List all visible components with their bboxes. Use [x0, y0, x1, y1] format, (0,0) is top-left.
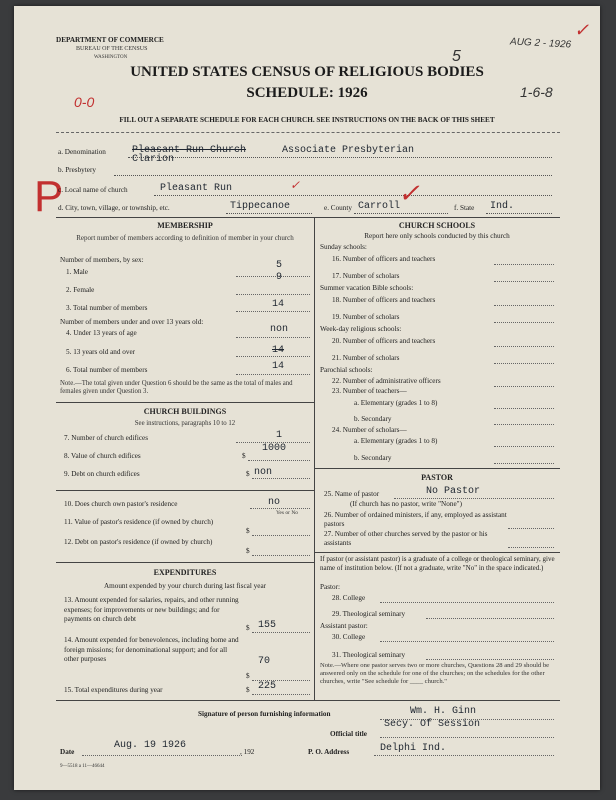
- pastor-heading: PASTOR: [421, 473, 453, 482]
- title-field[interactable]: [380, 737, 554, 738]
- owns-residence-value: no: [268, 497, 281, 508]
- over-13-label: 5. 13 years old and over: [66, 348, 136, 356]
- pastor-name-field[interactable]: [394, 498, 554, 499]
- residence-value-label: 11. Value of pastor's residence (if owned by church): [64, 518, 214, 526]
- buildings-rule: [56, 402, 314, 403]
- census-schedule-sheet: [14, 6, 600, 790]
- q19-label: 19. Number of scholars: [332, 313, 400, 321]
- assistant-count-field[interactable]: [508, 528, 554, 529]
- date-value: Aug. 19 1926: [114, 740, 187, 751]
- county-label: e. County: [324, 204, 352, 212]
- q16-field[interactable]: [494, 264, 554, 265]
- edifice-value: 1000: [262, 443, 287, 454]
- total-members-value: 14: [272, 299, 285, 310]
- po-address-field[interactable]: [374, 755, 554, 756]
- q24b-field[interactable]: [494, 463, 554, 464]
- membership-note: Note.—The total given under Question 6 should be the same as the total of males and females given under Question 3.: [60, 380, 293, 395]
- dept-label: DEPARTMENT OF COMMERCE: [56, 36, 164, 44]
- residence-value-field[interactable]: [252, 535, 310, 536]
- membership-intro: Report number of members according to definition of member in your church: [76, 234, 294, 242]
- red-check-icon: ✓: [574, 20, 590, 40]
- total-members-6-field[interactable]: [236, 374, 310, 375]
- female-field[interactable]: [236, 294, 310, 295]
- q23b-label: b. Secondary: [354, 415, 392, 423]
- total-expenditures-label: 15. Total expenditures during year: [64, 686, 163, 694]
- instruction-line: FILL OUT A SEPARATE SCHEDULE FOR EACH CHURCH. SEE INSTRUCTIONS ON THE BACK OF THIS SHEET: [119, 116, 495, 124]
- expenditures-rule: [56, 562, 314, 563]
- state-label: f. State: [454, 204, 475, 212]
- number-annotation: 5: [452, 48, 461, 65]
- age-intro-label: Number of members under and over 13 years old:: [60, 318, 204, 326]
- parochial-label: Parochial schools:: [320, 366, 373, 374]
- q23a-label: a. Elementary (grades 1 to 8): [354, 399, 438, 407]
- pastor-college-label: 28. College: [332, 594, 366, 602]
- female-label: 2. Female: [66, 286, 95, 294]
- state-field[interactable]: [486, 213, 552, 214]
- under-13-label: 4. Under 13 years of age: [66, 329, 137, 337]
- under-13-value: non: [270, 324, 289, 335]
- edifice-debt-label: 9. Debt on church edifices: [64, 470, 140, 478]
- section-bottom-rule: [56, 700, 560, 701]
- schools-sub: Report here only schools conducted by this church: [364, 232, 510, 240]
- total-expenditures-field[interactable]: [252, 694, 310, 695]
- membership-heading: MEMBERSHIP: [157, 221, 213, 230]
- expenditures-sub: Amount expended by your church during last fiscal year: [103, 582, 267, 590]
- weekday-label: Week-day religious schools:: [320, 325, 402, 333]
- running-expenses-label: 13. Amount expended for salaries, repairs, and other running expenses; for improvements or new buildings; and for payments on church debt: [64, 596, 239, 623]
- dollar-sign: $: [242, 452, 246, 460]
- by-sex-label: Number of members, by sex:: [60, 256, 144, 264]
- dollar-sign: $: [246, 624, 250, 632]
- male-field[interactable]: [236, 276, 310, 277]
- q23b-field[interactable]: [494, 424, 554, 425]
- summer-label: Summer vacation Bible schools:: [320, 284, 414, 292]
- total-members-label: 3. Total number of members: [66, 304, 148, 312]
- red-p-mark: P: [34, 172, 64, 221]
- county-value: Carroll: [358, 201, 401, 212]
- header-divider: [56, 132, 560, 133]
- total-members-6-value: 14: [272, 361, 285, 372]
- dollar-sign: $: [246, 672, 250, 680]
- denomination-label: a. Denomination: [58, 148, 106, 156]
- expenditures-heading: EXPENDITURES: [153, 568, 217, 577]
- under-13-field[interactable]: [236, 337, 310, 338]
- code-annotation: 1-6-8: [520, 84, 553, 100]
- city-field[interactable]: [226, 213, 312, 214]
- total-expenditures-value: 225: [258, 681, 277, 692]
- red-code-annotation: 0-0: [74, 94, 95, 110]
- signature-value: Wm. H. Ginn: [410, 706, 477, 717]
- q19-field[interactable]: [494, 322, 554, 323]
- graduate-instructions: If pastor (or assistant pastor) is a graduate of a college or theological seminary, give name of institution below. (If not a graduate, write "No" in the space indicated.): [320, 555, 555, 572]
- denomination-field[interactable]: [128, 157, 552, 158]
- q24a-label: a. Elementary (grades 1 to 8): [354, 437, 438, 445]
- signature-label: Signature of person furnishing information: [198, 710, 331, 718]
- owns-residence-label: 10. Does church own pastor's residence: [64, 500, 178, 508]
- benevolences-label: 14. Amount expended for benevolences, including home and foreign missions; for denominational support; and for all other purposes: [64, 636, 239, 663]
- residence-debt-label: 12. Debt on pastor's residence (if owned by church): [64, 538, 213, 546]
- yes-no-hint: Yes or No: [276, 510, 299, 516]
- dollar-sign: $: [246, 686, 250, 694]
- po-address-value: Delphi Ind.: [380, 743, 447, 754]
- other-churches-label: 27. Number of other churches served by the pastor or his assistants: [324, 530, 488, 547]
- q18-field[interactable]: [494, 305, 554, 306]
- q22-label: 22. Number of administrative officers: [332, 377, 441, 385]
- presbytery-label: b. Presbytery: [58, 166, 96, 174]
- red-tick-icon: ✓: [290, 178, 301, 192]
- male-label: 1. Male: [66, 268, 88, 276]
- pastor-name-label: 25. Name of pastor: [324, 490, 380, 498]
- presbytery-value: Clarion: [132, 154, 175, 165]
- q24-label: 24. Number of scholars—: [332, 426, 407, 434]
- female-value: 9: [276, 272, 283, 283]
- pastor-section-label: Pastor:: [320, 583, 340, 591]
- benevolences-value: 70: [258, 656, 271, 667]
- q22-field[interactable]: [494, 386, 554, 387]
- assistant-college-label: 30. College: [332, 633, 366, 641]
- total-members-field[interactable]: [236, 311, 310, 312]
- state-value: Ind.: [490, 201, 515, 212]
- over-13-value: 14: [272, 345, 285, 356]
- dollar-sign: $: [246, 470, 250, 478]
- q21-label: 21. Number of scholars: [332, 354, 400, 362]
- q20-label: 20. Number of officers and teachers: [332, 337, 436, 345]
- schools-heading: CHURCH SCHOOLS: [398, 221, 476, 230]
- pastor-hint: (If church has no pastor, write "None"): [350, 500, 462, 508]
- residence-rule: [56, 490, 314, 491]
- running-expenses-field[interactable]: [252, 632, 310, 633]
- sunday-label: Sunday schools:: [320, 243, 367, 251]
- graduate-rule: [314, 552, 560, 553]
- edifices-label: 7. Number of church edifices: [64, 434, 149, 442]
- center-divider: [314, 217, 315, 700]
- male-value: 5: [276, 260, 283, 271]
- local-name-field[interactable]: [154, 195, 552, 196]
- assistant-college-field[interactable]: [380, 641, 554, 642]
- dollar-sign: $: [246, 547, 250, 555]
- local-name-label: c. Local name of church: [58, 186, 128, 194]
- title-label: Official title: [330, 730, 367, 738]
- bureau-label: BUREAU OF THE CENSUS: [76, 46, 148, 52]
- q20-field[interactable]: [494, 346, 554, 347]
- city-label: d. City, town, village, or township, etc.: [58, 204, 170, 212]
- total-members-6-label: 6. Total number of members: [66, 366, 148, 374]
- over-13-field[interactable]: [236, 356, 310, 357]
- q16-label: 16. Number of officers and teachers: [332, 255, 436, 263]
- edifice-value-label: 8. Value of church edifices: [64, 452, 141, 460]
- dollar-sign: $: [246, 527, 250, 535]
- red-check-county-icon: ✓: [398, 178, 420, 208]
- title-value: Secy. Of Session: [384, 719, 481, 730]
- q17-field[interactable]: [494, 281, 554, 282]
- assistant-section-label: Assistant pastor:: [320, 622, 368, 630]
- schedule-title: SCHEDULE: 1926: [246, 85, 368, 101]
- q24a-field[interactable]: [494, 446, 554, 447]
- pastor-note: Note.—Where one pastor serves two or more churches, Questions 28 and 29 should be answered only on the schedule for one of the churches; on the schedules for the other churches, write "See schedule for ____ church.": [320, 662, 550, 685]
- denomination-value: Associate Presbyterian: [282, 145, 415, 156]
- po-address-label: P. O. Address: [308, 748, 350, 756]
- page-title: UNITED STATES CENSUS OF RELIGIOUS BODIES: [130, 64, 484, 80]
- received-stamp: AUG 2 - 1926: [509, 36, 572, 51]
- q21-field[interactable]: [494, 363, 554, 364]
- residence-debt-field[interactable]: [252, 555, 310, 556]
- year-suffix: , 192: [240, 748, 255, 756]
- q23a-field[interactable]: [494, 408, 554, 409]
- q18-label: 18. Number of officers and teachers: [332, 296, 436, 304]
- presbytery-field[interactable]: [114, 175, 552, 176]
- owns-residence-field[interactable]: [250, 508, 310, 509]
- city-value: Tippecanoe: [230, 201, 291, 212]
- section-top-rule: [56, 217, 560, 218]
- pastor-rule: [314, 468, 560, 469]
- assistant-seminary-label: 31. Theological seminary: [332, 651, 406, 659]
- running-expenses-value: 155: [258, 620, 277, 631]
- pastor-seminary-field[interactable]: [426, 618, 554, 619]
- pastor-name-value: No Pastor: [426, 486, 481, 497]
- q23-label: 23. Number of teachers—: [332, 387, 407, 395]
- local-name-value: Pleasant Run: [160, 183, 233, 194]
- date-label: Date: [60, 748, 75, 756]
- city-label: WASHINGTON: [94, 55, 128, 60]
- q24b-label: b. Secondary: [354, 454, 392, 462]
- denomination-struck: Pleasant Run Church: [132, 145, 247, 156]
- buildings-sub: See instructions, paragraphs 10 to 12: [134, 420, 236, 427]
- pastor-seminary-label: 29. Theological seminary: [332, 610, 406, 618]
- other-churches-field[interactable]: [508, 547, 554, 548]
- q17-label: 17. Number of scholars: [332, 272, 400, 280]
- edifice-debt-field[interactable]: [252, 478, 310, 479]
- date-field[interactable]: [82, 755, 242, 756]
- edifice-value-field[interactable]: [248, 460, 310, 461]
- edifices-value: 1: [276, 430, 283, 441]
- form-code: 9—5518 a 11—46644: [60, 764, 105, 769]
- assistant-count-label: 26. Number of ordained ministers, if any, employed as assistant pastors: [324, 511, 507, 528]
- county-field[interactable]: [354, 213, 448, 214]
- assistant-seminary-field[interactable]: [426, 659, 554, 660]
- edifice-debt-value: non: [254, 467, 273, 478]
- buildings-heading: CHURCH BUILDINGS: [143, 407, 227, 416]
- pastor-college-field[interactable]: [380, 602, 554, 603]
